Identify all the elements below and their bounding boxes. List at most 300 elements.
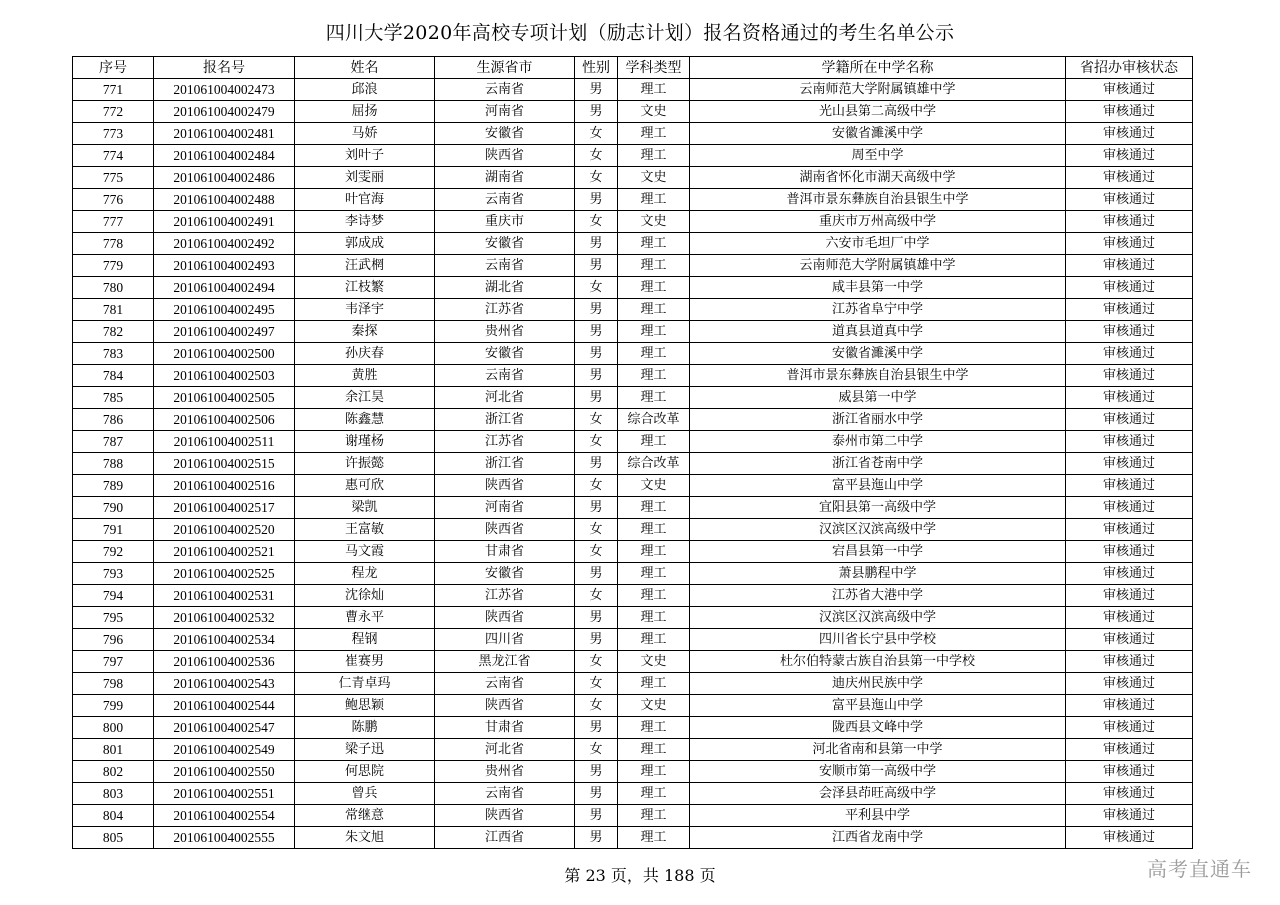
cell-school: 河北省南和县第一中学: [690, 739, 1066, 761]
cell-name: 郭成成: [295, 233, 435, 255]
cell-status: 审核通过: [1066, 541, 1193, 563]
cell-name: 梁子迅: [295, 739, 435, 761]
cell-name: 曾兵: [295, 783, 435, 805]
table-row: [73, 365, 1193, 387]
cell-reg-no: 201061004002505: [154, 387, 295, 409]
cell-subject: 理工: [618, 827, 690, 849]
cell-seq: 788: [73, 453, 154, 475]
cell-reg-no: 201061004002549: [154, 739, 295, 761]
cell-seq: 781: [73, 299, 154, 321]
cell-seq: 790: [73, 497, 154, 519]
cell-gender: 男: [575, 343, 618, 365]
cell-school: 陇西县文峰中学: [690, 717, 1066, 739]
cell-name: 沈徐灿: [295, 585, 435, 607]
cell-province: 安徽省: [435, 343, 575, 365]
table-row: [73, 497, 1193, 519]
cell-school: 安顺市第一高级中学: [690, 761, 1066, 783]
cell-status: 审核通过: [1066, 651, 1193, 673]
cell-school: 江苏省大港中学: [690, 585, 1066, 607]
cell-reg-no: 201061004002473: [154, 79, 295, 101]
cell-school: 威县第一中学: [690, 387, 1066, 409]
cell-name: 黄胜: [295, 365, 435, 387]
page-title: 四川大学2020年高校专项计划（励志计划）报名资格通过的考生名单公示: [325, 22, 955, 44]
cell-subject: 理工: [618, 673, 690, 695]
cell-seq: 787: [73, 431, 154, 453]
cell-province: 陕西省: [435, 475, 575, 497]
cell-subject: 文史: [618, 101, 690, 123]
col-header-name: 姓名: [295, 57, 435, 79]
table-row: [73, 805, 1193, 827]
cell-name: 许振懿: [295, 453, 435, 475]
cell-province: 浙江省: [435, 409, 575, 431]
cell-subject: 文史: [618, 167, 690, 189]
cell-status: 审核通过: [1066, 695, 1193, 717]
cell-status: 审核通过: [1066, 453, 1193, 475]
table-row: [73, 783, 1193, 805]
cell-subject: 理工: [618, 519, 690, 541]
col-header-status: 省招办审核状态: [1066, 57, 1193, 79]
cell-subject: 理工: [618, 541, 690, 563]
cell-seq: 773: [73, 123, 154, 145]
cell-province: 贵州省: [435, 321, 575, 343]
table-row: [73, 233, 1193, 255]
table-row: [73, 629, 1193, 651]
cell-reg-no: 201061004002488: [154, 189, 295, 211]
cell-school: 平利县中学: [690, 805, 1066, 827]
cell-province: 湖北省: [435, 277, 575, 299]
cell-province: 陕西省: [435, 805, 575, 827]
table-header-row: [73, 57, 1193, 79]
cell-province: 陕西省: [435, 607, 575, 629]
cell-subject: 理工: [618, 717, 690, 739]
cell-school: 江西省龙南中学: [690, 827, 1066, 849]
cell-subject: 理工: [618, 805, 690, 827]
cell-status: 审核通过: [1066, 123, 1193, 145]
roster-table: [72, 56, 1193, 849]
cell-reg-no: 201061004002532: [154, 607, 295, 629]
cell-gender: 女: [575, 585, 618, 607]
cell-seq: 804: [73, 805, 154, 827]
cell-seq: 783: [73, 343, 154, 365]
cell-gender: 男: [575, 101, 618, 123]
cell-subject: 理工: [618, 607, 690, 629]
cell-status: 审核通过: [1066, 519, 1193, 541]
cell-province: 甘肃省: [435, 717, 575, 739]
cell-school: 光山县第二高级中学: [690, 101, 1066, 123]
cell-status: 审核通过: [1066, 673, 1193, 695]
cell-status: 审核通过: [1066, 211, 1193, 233]
cell-province: 陕西省: [435, 145, 575, 167]
cell-status: 审核通过: [1066, 475, 1193, 497]
cell-school: 迪庆州民族中学: [690, 673, 1066, 695]
cell-gender: 男: [575, 387, 618, 409]
cell-reg-no: 201061004002495: [154, 299, 295, 321]
cell-status: 审核通过: [1066, 717, 1193, 739]
cell-reg-no: 201061004002547: [154, 717, 295, 739]
cell-seq: 798: [73, 673, 154, 695]
cell-subject: 理工: [618, 739, 690, 761]
col-header-province: 生源省市: [435, 57, 575, 79]
cell-reg-no: 201061004002511: [154, 431, 295, 453]
cell-status: 审核通过: [1066, 497, 1193, 519]
cell-reg-no: 201061004002484: [154, 145, 295, 167]
cell-province: 云南省: [435, 255, 575, 277]
cell-status: 审核通过: [1066, 805, 1193, 827]
cell-subject: 理工: [618, 585, 690, 607]
cell-seq: 785: [73, 387, 154, 409]
cell-province: 江西省: [435, 827, 575, 849]
cell-province: 湖南省: [435, 167, 575, 189]
cell-reg-no: 201061004002486: [154, 167, 295, 189]
cell-status: 审核通过: [1066, 189, 1193, 211]
cell-school: 萧县鹏程中学: [690, 563, 1066, 585]
table-row: [73, 717, 1193, 739]
cell-subject: 理工: [618, 629, 690, 651]
cell-province: 安徽省: [435, 123, 575, 145]
cell-seq: 778: [73, 233, 154, 255]
cell-gender: 男: [575, 255, 618, 277]
cell-reg-no: 201061004002551: [154, 783, 295, 805]
cell-seq: 786: [73, 409, 154, 431]
cell-status: 审核通过: [1066, 827, 1193, 849]
cell-reg-no: 201061004002503: [154, 365, 295, 387]
cell-subject: 理工: [618, 79, 690, 101]
cell-school: 宜阳县第一高级中学: [690, 497, 1066, 519]
cell-school: 会泽县茚旺高级中学: [690, 783, 1066, 805]
cell-status: 审核通过: [1066, 277, 1193, 299]
cell-seq: 775: [73, 167, 154, 189]
table-row: [73, 387, 1193, 409]
cell-name: 秦探: [295, 321, 435, 343]
cell-seq: 793: [73, 563, 154, 585]
cell-school: 普洱市景东彝族自治县银生中学: [690, 365, 1066, 387]
table-row: [73, 145, 1193, 167]
cell-reg-no: 201061004002525: [154, 563, 295, 585]
cell-subject: 文史: [618, 475, 690, 497]
cell-status: 审核通过: [1066, 101, 1193, 123]
cell-name: 孙庆春: [295, 343, 435, 365]
cell-gender: 女: [575, 739, 618, 761]
cell-gender: 男: [575, 189, 618, 211]
cell-subject: 文史: [618, 651, 690, 673]
cell-province: 陕西省: [435, 695, 575, 717]
cell-school: 湖南省怀化市湖天高级中学: [690, 167, 1066, 189]
col-header-gender: 性别: [575, 57, 618, 79]
cell-seq: 792: [73, 541, 154, 563]
cell-name: 何思院: [295, 761, 435, 783]
cell-name: 仁青卓玛: [295, 673, 435, 695]
page-number: 第 23 页，共 188 页: [564, 866, 716, 885]
cell-province: 河北省: [435, 387, 575, 409]
cell-reg-no: 201061004002520: [154, 519, 295, 541]
cell-seq: 799: [73, 695, 154, 717]
cell-seq: 802: [73, 761, 154, 783]
cell-gender: 女: [575, 695, 618, 717]
cell-status: 审核通过: [1066, 167, 1193, 189]
cell-seq: 789: [73, 475, 154, 497]
table-row: [73, 827, 1193, 849]
cell-status: 审核通过: [1066, 321, 1193, 343]
table-row: [73, 739, 1193, 761]
cell-name: 马娇: [295, 123, 435, 145]
cell-reg-no: 201061004002534: [154, 629, 295, 651]
cell-name: 梁凯: [295, 497, 435, 519]
cell-subject: 理工: [618, 365, 690, 387]
cell-reg-no: 201061004002531: [154, 585, 295, 607]
cell-subject: 理工: [618, 387, 690, 409]
cell-name: 江枝繁: [295, 277, 435, 299]
cell-school: 六安市毛坦厂中学: [690, 233, 1066, 255]
cell-gender: 女: [575, 519, 618, 541]
table-body: [73, 79, 1193, 849]
cell-province: 重庆市: [435, 211, 575, 233]
cell-reg-no: 201061004002515: [154, 453, 295, 475]
cell-reg-no: 201061004002479: [154, 101, 295, 123]
col-header-school: 学籍所在中学名称: [690, 57, 1066, 79]
cell-school: 汉滨区汉滨高级中学: [690, 519, 1066, 541]
cell-subject: 文史: [618, 211, 690, 233]
cell-status: 审核通过: [1066, 145, 1193, 167]
table-row: [73, 343, 1193, 365]
cell-name: 谢瑾杨: [295, 431, 435, 453]
cell-reg-no: 201061004002481: [154, 123, 295, 145]
cell-name: 余江昊: [295, 387, 435, 409]
cell-subject: 理工: [618, 277, 690, 299]
table-row: [73, 651, 1193, 673]
cell-subject: 理工: [618, 123, 690, 145]
cell-school: 富平县迤山中学: [690, 475, 1066, 497]
cell-status: 审核通过: [1066, 233, 1193, 255]
cell-gender: 女: [575, 673, 618, 695]
cell-status: 审核通过: [1066, 409, 1193, 431]
cell-seq: 776: [73, 189, 154, 211]
cell-gender: 女: [575, 541, 618, 563]
cell-seq: 800: [73, 717, 154, 739]
cell-reg-no: 201061004002494: [154, 277, 295, 299]
cell-name: 李诗梦: [295, 211, 435, 233]
table-row: [73, 585, 1193, 607]
cell-gender: 男: [575, 497, 618, 519]
cell-subject: 综合改革: [618, 453, 690, 475]
table-row: [73, 563, 1193, 585]
table-row: [73, 431, 1193, 453]
cell-province: 河南省: [435, 497, 575, 519]
table-row: [73, 475, 1193, 497]
cell-gender: 女: [575, 277, 618, 299]
cell-name: 汪武棢: [295, 255, 435, 277]
cell-province: 黑龙江省: [435, 651, 575, 673]
cell-gender: 女: [575, 145, 618, 167]
cell-school: 汉滨区汉滨高级中学: [690, 607, 1066, 629]
cell-reg-no: 201061004002506: [154, 409, 295, 431]
cell-gender: 男: [575, 827, 618, 849]
cell-reg-no: 201061004002497: [154, 321, 295, 343]
cell-gender: 女: [575, 431, 618, 453]
cell-status: 审核通过: [1066, 761, 1193, 783]
cell-school: 江苏省阜宁中学: [690, 299, 1066, 321]
cell-seq: 777: [73, 211, 154, 233]
cell-status: 审核通过: [1066, 739, 1193, 761]
cell-seq: 780: [73, 277, 154, 299]
cell-gender: 男: [575, 299, 618, 321]
cell-subject: 理工: [618, 783, 690, 805]
cell-school: 重庆市万州高级中学: [690, 211, 1066, 233]
cell-name: 韦泽宇: [295, 299, 435, 321]
cell-subject: 理工: [618, 299, 690, 321]
table-row: [73, 321, 1193, 343]
cell-name: 陈鑫慧: [295, 409, 435, 431]
cell-school: 富平县迤山中学: [690, 695, 1066, 717]
cell-province: 浙江省: [435, 453, 575, 475]
cell-status: 审核通过: [1066, 365, 1193, 387]
cell-subject: 综合改革: [618, 409, 690, 431]
cell-seq: 801: [73, 739, 154, 761]
cell-gender: 男: [575, 563, 618, 585]
table-row: [73, 541, 1193, 563]
cell-gender: 男: [575, 761, 618, 783]
cell-school: 四川省长宁县中学校: [690, 629, 1066, 651]
col-header-subject: 学科类型: [618, 57, 690, 79]
cell-seq: 772: [73, 101, 154, 123]
cell-gender: 男: [575, 365, 618, 387]
cell-status: 审核通过: [1066, 343, 1193, 365]
table-row: [73, 277, 1193, 299]
table-row: [73, 255, 1193, 277]
cell-province: 江苏省: [435, 431, 575, 453]
cell-subject: 理工: [618, 563, 690, 585]
cell-province: 云南省: [435, 783, 575, 805]
cell-province: 云南省: [435, 365, 575, 387]
cell-name: 叶官海: [295, 189, 435, 211]
cell-status: 审核通过: [1066, 607, 1193, 629]
cell-gender: 女: [575, 475, 618, 497]
cell-subject: 理工: [618, 343, 690, 365]
cell-seq: 805: [73, 827, 154, 849]
cell-gender: 女: [575, 409, 618, 431]
cell-name: 曹永平: [295, 607, 435, 629]
cell-province: 陕西省: [435, 519, 575, 541]
cell-reg-no: 201061004002554: [154, 805, 295, 827]
col-header-seq: 序号: [73, 57, 154, 79]
cell-school: 浙江省苍南中学: [690, 453, 1066, 475]
cell-name: 马文霞: [295, 541, 435, 563]
cell-province: 河北省: [435, 739, 575, 761]
cell-name: 朱文旭: [295, 827, 435, 849]
cell-subject: 理工: [618, 255, 690, 277]
cell-province: 四川省: [435, 629, 575, 651]
cell-gender: 女: [575, 651, 618, 673]
cell-province: 贵州省: [435, 761, 575, 783]
cell-gender: 男: [575, 783, 618, 805]
cell-status: 审核通过: [1066, 563, 1193, 585]
cell-province: 云南省: [435, 189, 575, 211]
cell-school: 云南师范大学附属镇雄中学: [690, 79, 1066, 101]
cell-subject: 理工: [618, 497, 690, 519]
cell-name: 刘雯丽: [295, 167, 435, 189]
cell-seq: 803: [73, 783, 154, 805]
cell-gender: 女: [575, 123, 618, 145]
cell-school: 杜尔伯特蒙古族自治县第一中学校: [690, 651, 1066, 673]
cell-name: 邱浪: [295, 79, 435, 101]
cell-seq: 795: [73, 607, 154, 629]
cell-name: 鲍思颖: [295, 695, 435, 717]
cell-status: 审核通过: [1066, 387, 1193, 409]
cell-reg-no: 201061004002500: [154, 343, 295, 365]
cell-status: 审核通过: [1066, 79, 1193, 101]
cell-gender: 女: [575, 211, 618, 233]
cell-province: 江苏省: [435, 299, 575, 321]
cell-province: 云南省: [435, 79, 575, 101]
cell-name: 王富敏: [295, 519, 435, 541]
cell-gender: 女: [575, 167, 618, 189]
cell-province: 安徽省: [435, 233, 575, 255]
table-row: [73, 673, 1193, 695]
cell-seq: 771: [73, 79, 154, 101]
cell-school: 普洱市景东彝族自治县银生中学: [690, 189, 1066, 211]
cell-seq: 794: [73, 585, 154, 607]
cell-name: 刘叶子: [295, 145, 435, 167]
cell-subject: 理工: [618, 321, 690, 343]
table-row: [73, 123, 1193, 145]
table-row: [73, 79, 1193, 101]
cell-gender: 男: [575, 629, 618, 651]
cell-reg-no: 201061004002550: [154, 761, 295, 783]
table-row: [73, 409, 1193, 431]
cell-subject: 理工: [618, 233, 690, 255]
cell-school: 道真县道真中学: [690, 321, 1066, 343]
cell-school: 安徽省濉溪中学: [690, 343, 1066, 365]
cell-status: 审核通过: [1066, 299, 1193, 321]
table-row: [73, 695, 1193, 717]
table-row: [73, 101, 1193, 123]
table-row: [73, 519, 1193, 541]
cell-reg-no: 201061004002555: [154, 827, 295, 849]
cell-name: 程龙: [295, 563, 435, 585]
cell-gender: 男: [575, 321, 618, 343]
cell-subject: 理工: [618, 761, 690, 783]
cell-province: 江苏省: [435, 585, 575, 607]
cell-school: 宕昌县第一中学: [690, 541, 1066, 563]
cell-gender: 男: [575, 607, 618, 629]
cell-subject: 理工: [618, 189, 690, 211]
table-row: [73, 299, 1193, 321]
cell-school: 云南师范大学附属镇雄中学: [690, 255, 1066, 277]
cell-gender: 男: [575, 805, 618, 827]
cell-reg-no: 201061004002517: [154, 497, 295, 519]
table-row: [73, 189, 1193, 211]
table-row: [73, 211, 1193, 233]
cell-reg-no: 201061004002536: [154, 651, 295, 673]
cell-gender: 男: [575, 717, 618, 739]
cell-reg-no: 201061004002493: [154, 255, 295, 277]
watermark: 高考直通车: [1147, 857, 1252, 881]
cell-status: 审核通过: [1066, 585, 1193, 607]
cell-school: 浙江省丽水中学: [690, 409, 1066, 431]
cell-status: 审核通过: [1066, 431, 1193, 453]
cell-school: 泰州市第二中学: [690, 431, 1066, 453]
cell-gender: 男: [575, 79, 618, 101]
cell-reg-no: 201061004002543: [154, 673, 295, 695]
table-row: [73, 607, 1193, 629]
cell-seq: 791: [73, 519, 154, 541]
cell-status: 审核通过: [1066, 629, 1193, 651]
cell-gender: 男: [575, 453, 618, 475]
cell-name: 惠可欣: [295, 475, 435, 497]
cell-name: 常继意: [295, 805, 435, 827]
cell-reg-no: 201061004002516: [154, 475, 295, 497]
cell-province: 云南省: [435, 673, 575, 695]
cell-seq: 782: [73, 321, 154, 343]
